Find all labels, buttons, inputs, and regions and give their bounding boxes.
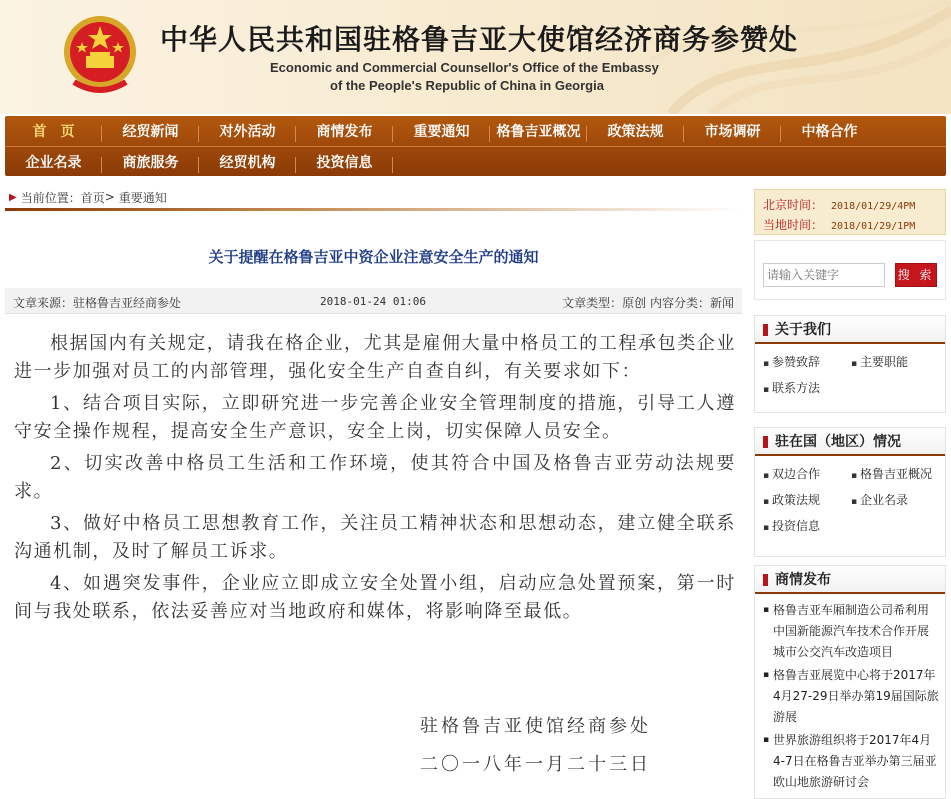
link-policies[interactable]: ▪ 政策法规 — [763, 490, 851, 512]
nav-row-1 — [5, 116, 878, 146]
search-button[interactable]: 搜 索 — [895, 263, 937, 287]
article-paragraph: 3、做好中格员工思想教育工作，关注员工精神状态和思想动态，建立健全联系沟通机制，及时了解员工诉求。 — [14, 513, 736, 562]
link-georgia-overview[interactable]: ▪ 格鲁吉亚概况 — [851, 464, 939, 486]
link-bilateral-cooperation[interactable]: ▪ 双边合作 — [763, 464, 851, 486]
nav-row-2 — [5, 146, 946, 176]
search-panel — [754, 240, 946, 300]
business-news-item[interactable]: ▪ 格鲁吉亚展览中心将于2017年4月27-29日举办第19届国际旅游展 — [763, 665, 939, 728]
article-paragraph: 2、切实改善中格员工生活和工作环境，使其符合中国及格鲁吉亚劳动法规要求。 — [14, 453, 736, 502]
breadcrumb-separator: > — [104, 190, 115, 204]
nav-item-travel-services[interactable]: 商旅服务 — [102, 152, 199, 172]
nav-item-investment-info[interactable]: 投资信息 — [296, 152, 393, 172]
business-news-item[interactable]: ▪ 格鲁吉亚车厢制造公司希利用中国新能源汽车技术合作开展城市公交汽车改造项目 — [763, 600, 939, 663]
search-input[interactable] — [763, 263, 885, 287]
article-type: 文章类型：原创 内容分类：新闻 — [562, 296, 734, 310]
nav-item-market-research[interactable]: 市场调研 — [684, 121, 781, 141]
link-contact[interactable]: ▪ 联系方法 — [763, 378, 851, 400]
local-time-label: 当地时间： — [763, 218, 824, 232]
national-emblem-icon — [60, 12, 140, 98]
breadcrumb-divider — [5, 208, 742, 211]
site-header — [0, 0, 951, 114]
breadcrumb-arrow-icon: ▶ — [9, 191, 17, 203]
business-info-panel — [754, 565, 946, 799]
host-country-heading: 驻在国（地区）情况 — [755, 428, 945, 456]
article-sign-date: 二〇一八年一月二十三日 — [420, 754, 651, 775]
beijing-time-row — [763, 196, 915, 213]
article-signature: 驻格鲁吉亚使馆经商参处 — [420, 716, 651, 737]
time-panel — [754, 189, 946, 235]
local-time-row — [763, 216, 915, 233]
article-meta — [5, 288, 742, 314]
local-time-value: 2018/01/29/1PM — [831, 221, 916, 232]
host-country-links — [755, 456, 945, 542]
site-title-cn: 中华人民共和国驻格鲁吉亚大使馆经济商务参赞处 — [160, 23, 799, 56]
main-nav — [5, 116, 946, 176]
breadcrumb-label: 当前位置： — [20, 190, 81, 205]
breadcrumb-home-link[interactable]: 首页 — [80, 190, 105, 205]
beijing-time-value: 2018/01/29/4PM — [831, 201, 916, 212]
business-news-item[interactable]: ▪ 世界旅游组织将于2017年4月4-7日在格鲁吉亚举办第三届亚欧山地旅游研讨会 — [763, 730, 939, 793]
breadcrumb — [5, 186, 742, 208]
nav-item-important-notices[interactable]: 重要通知 — [393, 121, 490, 141]
link-counsellor-message[interactable]: ▪ 参赞致辞 — [763, 352, 851, 374]
nav-item-external-activities[interactable]: 对外活动 — [199, 121, 296, 141]
about-us-panel — [754, 315, 946, 413]
article-body — [14, 330, 736, 630]
article-date: 2018-01-24 01:06 — [320, 295, 426, 308]
nav-item-trade-institutions[interactable]: 经贸机构 — [199, 152, 296, 172]
nav-item-trade-news[interactable]: 经贸新闻 — [102, 121, 199, 141]
nav-item-company-directory[interactable]: 企业名录 — [5, 152, 102, 172]
article-title: 关于提醒在格鲁吉亚中资企业注意安全生产的通知 — [208, 248, 539, 266]
business-info-list — [755, 594, 945, 793]
about-us-heading: 关于我们 — [755, 316, 945, 344]
article-source: 文章来源：驻格鲁吉亚经商参处 — [13, 296, 182, 310]
breadcrumb-current[interactable]: 重要通知 — [118, 190, 167, 205]
article-paragraph: 根据国内有关规定，请我在格企业，尤其是雇佣大量中格员工的工程承包类企业进一步加强对员工的内部管理，强化安全生产自查自纠，有关要求如下： — [14, 333, 736, 382]
nav-item-home[interactable]: 首 页 — [5, 121, 102, 141]
site-title-en-line1: Economic and Commercial Counsellor's Office of the Embassy — [270, 60, 659, 75]
business-info-heading: 商情发布 — [755, 566, 945, 594]
host-country-panel — [754, 427, 946, 557]
nav-item-policies[interactable]: 政策法规 — [587, 121, 684, 141]
about-us-links — [755, 344, 945, 404]
site-title-en-line2: of the People's Republic of China in Georgia — [330, 78, 604, 93]
link-main-functions[interactable]: ▪ 主要职能 — [851, 352, 939, 374]
article-paragraph: 1、结合项目实际，立即研究进一步完善企业安全管理制度的措施，引导工人遵守安全操作规程，提高安全生产意识，安全上岗，切实保障人员安全。 — [14, 393, 736, 442]
nav-item-business-info[interactable]: 商情发布 — [296, 121, 393, 141]
nav-item-cooperation[interactable]: 中格合作 — [801, 124, 858, 140]
article-paragraph: 4、如遇突发事件，企业应立即成立安全处置小组，启动应急处置预案，第一时间与我处联系，依法妥善应对当地政府和媒体，将影响降至最低。 — [14, 573, 736, 622]
nav-item-georgia-overview[interactable]: 格鲁吉亚概况 — [490, 121, 587, 141]
link-company-directory[interactable]: ▪ 企业名录 — [851, 490, 939, 512]
link-investment-info[interactable]: ▪ 投资信息 — [763, 516, 851, 538]
beijing-time-label: 北京时间： — [763, 198, 824, 212]
